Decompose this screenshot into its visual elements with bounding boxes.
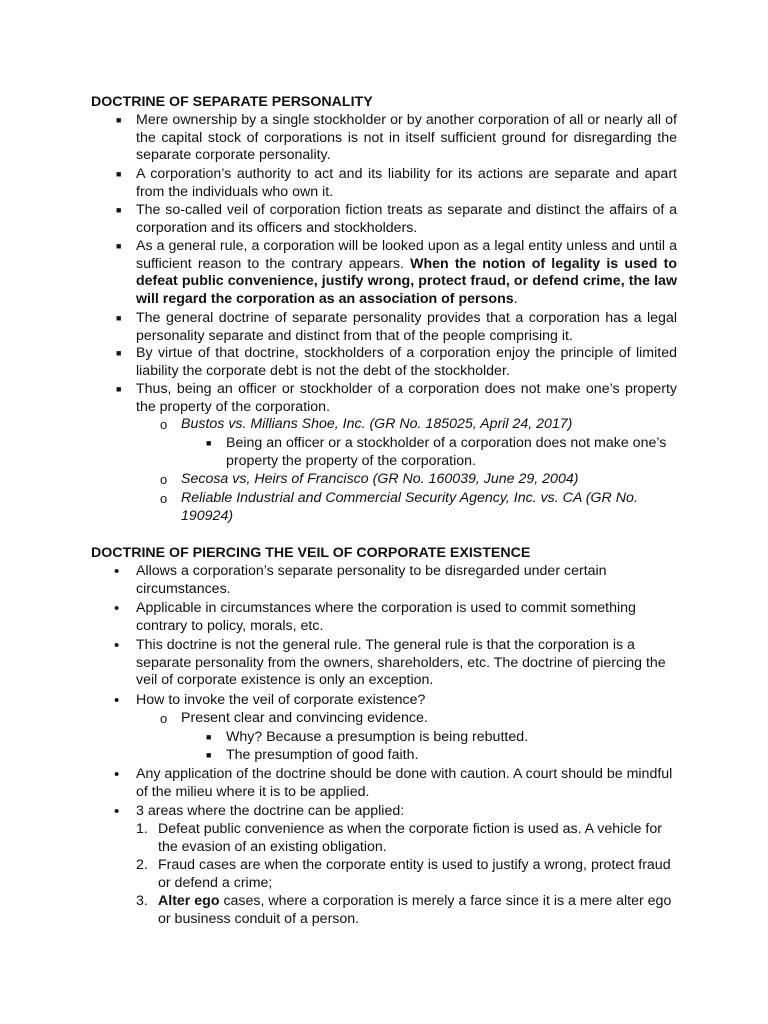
bold-emphasis: When the notion of legality is used to defeat public convenience, justify wrong, protect fraud, or defend crime, the law will regard the corporation as an association of persons: [136, 255, 677, 307]
square-bullet-icon: ■: [116, 169, 122, 179]
square-bullet-icon: ■: [116, 384, 122, 394]
circle-bullet-icon: o: [160, 472, 168, 487]
square-bullet-icon: ■: [116, 241, 122, 251]
square-bullet-icon: ■: [206, 750, 212, 760]
round-bullet-icon: •: [114, 803, 120, 820]
section-heading-separate-personality: DOCTRINE OF SEPARATE PERSONALITY: [91, 94, 373, 110]
round-bullet-icon: •: [114, 637, 120, 654]
section-heading-piercing-the-veil: DOCTRINE OF PIERCING THE VEIL OF CORPORATE EXISTENCE: [91, 545, 531, 561]
circle-bullet-icon: o: [160, 417, 168, 432]
square-bullet-icon: ■: [206, 732, 212, 742]
round-bullet-icon: •: [114, 766, 120, 783]
square-bullet-icon: ■: [116, 313, 122, 323]
square-bullet-icon: ■: [116, 205, 122, 215]
circle-bullet-icon: o: [160, 711, 168, 726]
document-page: DOCTRINE OF SEPARATE PERSONALITY ■ Mere ownership by a single stockholder or by another corporation of all or nearly all of the capital stock of corporations is not in itself sufficient ground for disregarding the separate corporate personality. ■ A corporation’s authority to act and its liability for its actions are separate and apart from the individuals who own it. ■ The so-called veil of corporation fiction treats as separate and distinct the affairs of a corporation and its officers and stockholders. ■ As a general rule, a corporation will be looked upon as a legal entity unless and until a sufficient reason to the contrary appears. When the notion of legality is used to defeat public convenience, justify wrong, protect fraud, or defend crime, the law will regard the corporation as an association of persons. ■ The general doctrine of separate personality provides that a corporation has a legal personality separate and distinct from that of the people comprising it. ■ By virtue of that doctrine, stockholders of a corporation enjoy the principle of limited liability the corporate debt is not the debt of the stockholder. ■ Thus, being an officer or stockholder of a corporation does not make one’s property the property of the corporation. o Bustos vs. Millians Shoe, Inc. (GR No. 185025, April 24, 2017) ■ Being an officer or a stockholder of a corporation does not make one’s property the property of the corporation. o Secosa vs, Heirs of Francisco (GR No. 160039, June 29, 2004) o Reliable Industrial and Commercial Security Agency, Inc. vs. CA (GR No. 190924) DOCTRINE OF PIERCING THE VEIL OF CORPORATE EXISTENCE • Allows a corporation’s separate personality to be disregarded under certain circumstances. • Applicable in circumstances where the corporation is used to commit something contrary to policy, morals, etc. • This doctrine is not the general rule. The general rule is that the corporation is a separate personality from the owners, shareholders, etc. The doctrine of piercing the veil of corporate existence is only an exception. • How to invoke the veil of corporate existence? o Present clear and convincing evidence. ■ Why? Because a presumption is being rebutted. ■ The presumption of good faith. • Any application of the doctrine should be done with caution. A court should be mindful of the milieu where it is to be applied. • 3 areas where the doctrine can be applied: 1. Defeat public convenience as when the corporate fiction is used as. A vehicle for the evasion of an existing obligation. 2. Fraud cases are when the corporate entity is used to justify a wrong, protect fraud or defend a crime; 3. Alter ego cases, where a corporation is merely a farce since it is a mere alter ego or business conduit of a person.: [91, 94, 677, 927]
circle-bullet-icon: o: [160, 491, 168, 506]
bold-term: Alter ego: [158, 893, 220, 909]
round-bullet-icon: •: [114, 692, 120, 709]
square-bullet-icon: ■: [116, 348, 122, 358]
square-bullet-icon: ■: [206, 438, 212, 448]
round-bullet-icon: •: [114, 600, 120, 617]
round-bullet-icon: •: [114, 563, 120, 580]
square-bullet-icon: ■: [116, 115, 122, 125]
